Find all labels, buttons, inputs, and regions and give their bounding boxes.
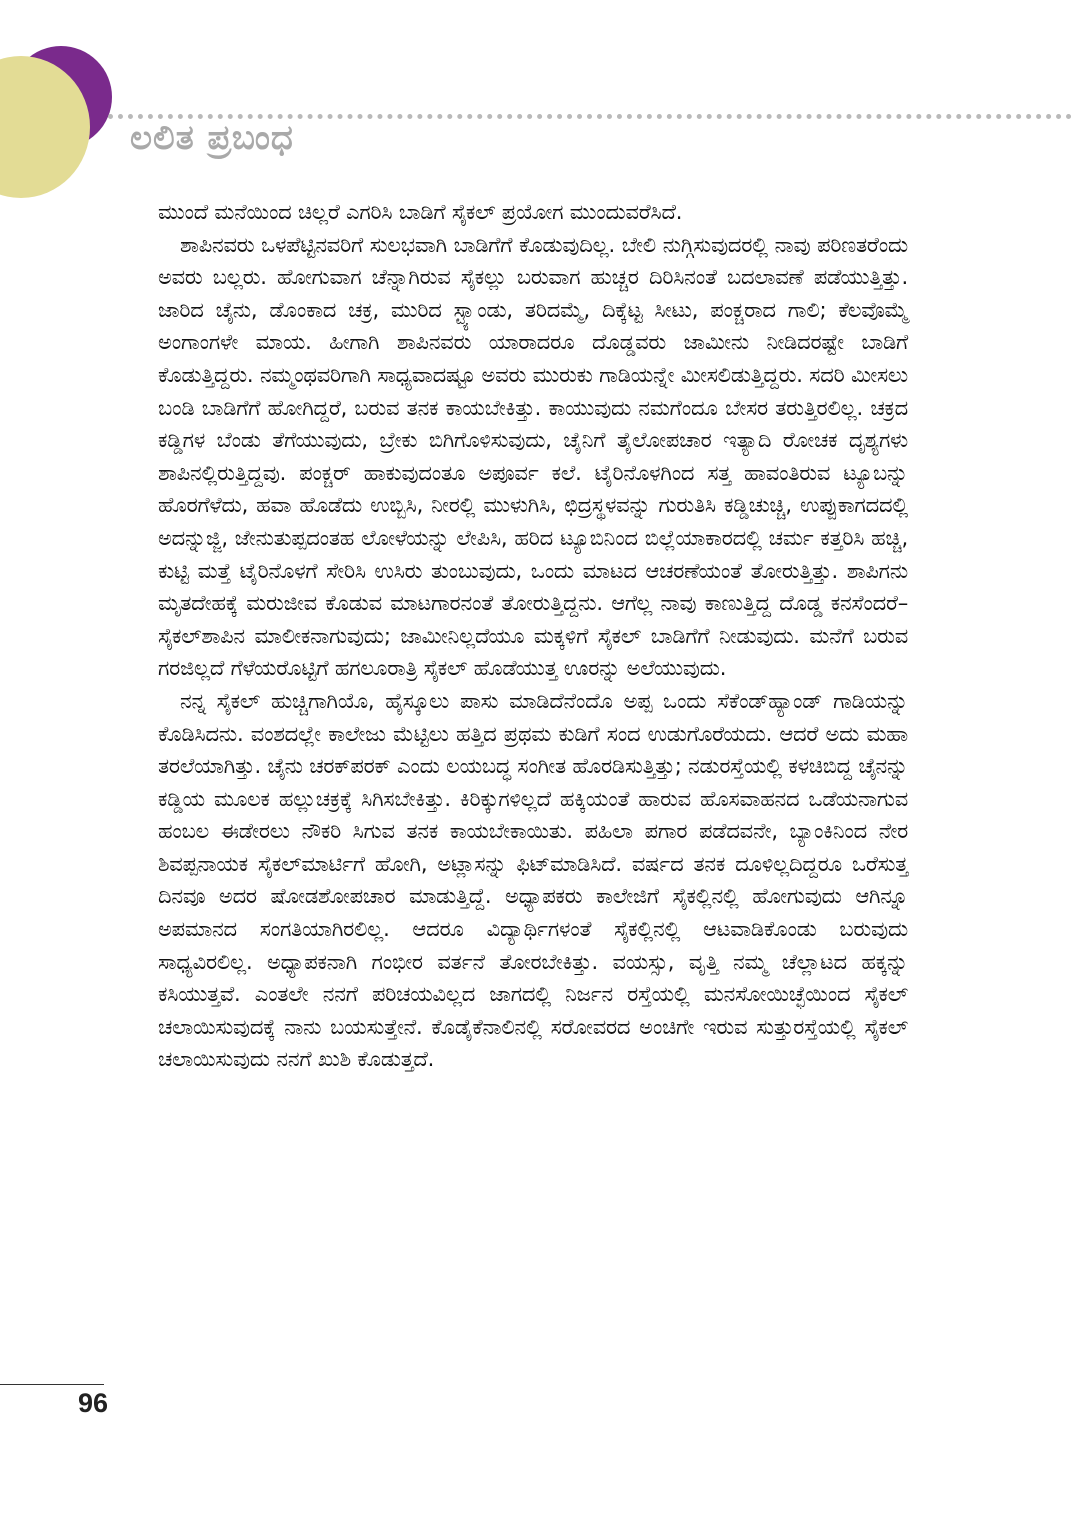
footer-rule [0,1384,104,1385]
page-number: 96 [78,1388,109,1418]
article-body [158,196,908,1076]
paragraph: ಶಾಪಿನವರು ಒಳಪೆಟ್ಟಿನವರಿಗೆ ಸುಲಭವಾಗಿ ಬಾಡಿಗೆಗೆ ಕೊಡುವುದಿಲ್ಲ. ಬೇಲಿ ನುಗ್ಗಿಸುವುದರಲ್ಲಿ ನಾವು ಪರಿಣತರೆಂದು ಅವರು ಬಲ್ಲರು. ಹೋಗುವಾಗ ಚೆನ್ನಾಗಿರುವ ಸೈಕಲ್ಲು ಬರುವಾಗ ಹುಚ್ಚರ ದಿರಿಸಿನಂತೆ ಬದಲಾವಣೆ ಪಡೆಯುತ್ತಿತ್ತು. ಜಾರಿದ ಚೈನು, ಡೊಂಕಾದ ಚಕ್ರ, ಮುರಿದ ಸ್ಟ್ಯಾಂಡು, ತರಿದಮ್ಮೆ, ದಿಕ್ಕೆಟ್ಟ ಸೀಟು, ಪಂಕ್ಚರಾದ ಗಾಲಿ; ಕೆಲವೊಮ್ಮೆ ಅಂಗಾಂಗಳೇ ಮಾಯ. ಹೀಗಾಗಿ ಶಾಪಿನವರು ಯಾರಾದರೂ ದೊಡ್ಡವರು ಜಾಮೀನು ನೀಡಿದರಷ್ಟೇ ಬಾಡಿಗೆ ಕೊಡುತ್ತಿದ್ದರು. ನಮ್ಮಂಥವರಿಗಾಗಿ ಸಾಧ್ಯವಾದಷ್ಟೂ ಅವರು ಮುರುಕು ಗಾಡಿಯನ್ನೇ ಮೀಸಲಿಡುತ್ತಿದ್ದರು. ಸದರಿ ಮೀಸಲು ಬಂಡಿ ಬಾಡಿಗೆಗೆ ಹೋಗಿದ್ದರೆ, ಬರುವ ತನಕ ಕಾಯಬೇಕಿತ್ತು. ಕಾಯುವುದು ನಮಗೆಂದೂ ಬೇಸರ ತರುತ್ತಿರಲಿಲ್ಲ. ಚಕ್ರದ ಕಡ್ಡಿಗಳ ಬೆಂಡು ತೆಗೆಯುವುದು, ಬ್ರೇಕು ಬಿಗಿಗೊಳಿಸುವುದು, ಚೈನಿಗೆ ತೈಲೋಪಚಾರ ಇತ್ಯಾದಿ ರೋಚಕ ದೃಶ್ಯಗಳು ಶಾಪಿನಲ್ಲಿರುತ್ತಿದ್ದವು. ಪಂಕ್ಚರ್ ಹಾಕುವುದಂತೂ ಅಪೂರ್ವ ಕಲೆ. ಟೈರಿನೊಳಗಿಂದ ಸತ್ತ ಹಾವಂತಿರುವ ಟ್ಯೂಬನ್ನು ಹೊರಗೆಳೆದು, ಹವಾ ಹೊಡೆದು ಉಬ್ಬಿಸಿ, ನೀರಲ್ಲಿ ಮುಳುಗಿಸಿ, ಛಿದ್ರಸ್ಥಳವನ್ನು ಗುರುತಿಸಿ ಕಡ್ಡಿಚುಚ್ಚಿ, ಉಪ್ಪುಕಾಗದದಲ್ಲಿ ಅದನ್ನುಜ್ಜಿ, ಜೇನುತುಪ್ಪದಂತಹ ಲೋಳೆಯನ್ನು ಲೇಪಿಸಿ, ಹರಿದ ಟ್ಯೂಬಿನಿಂದ ಬಿಲ್ಲೆಯಾಕಾರದಲ್ಲಿ ಚರ್ಮ ಕತ್ತರಿಸಿ ಹಚ್ಚಿ, ಕುಟ್ಟಿ ಮತ್ತೆ ಟೈರಿನೊಳಗೆ ಸೇರಿಸಿ ಉಸಿರು ತುಂಬುವುದು, ಒಂದು ಮಾಟದ ಆಚರಣೆಯಂತೆ ತೋರುತ್ತಿತ್ತು. ಶಾಪಿಗನು ಮೃತದೇಹಕ್ಕೆ ಮರುಜೀವ ಕೊಡುವ ಮಾಟಗಾರನಂತೆ ತೋರುತ್ತಿದ್ದನು. ಆಗೆಲ್ಲ ನಾವು ಕಾಣುತ್ತಿದ್ದ ದೊಡ್ಡ ಕನಸೆಂದರೆ– ಸೈಕಲ್‌ಶಾಪಿನ ಮಾಲೀಕನಾಗುವುದು; ಜಾಮೀನಿಲ್ಲದೆಯೂ ಮಕ್ಕಳಿಗೆ ಸೈಕಲ್ ಬಾಡಿಗೆಗೆ ನೀಡುವುದು. ಮನೆಗೆ ಬರುವ ಗರಜಿಲ್ಲದೆ ಗೆಳೆಯರೊಟ್ಟಿಗೆ ಹಗಲೂರಾತ್ರಿ ಸೈಕಲ್ ಹೊಡೆಯುತ್ತ ಊರನ್ನು ಅಲೆಯುವುದು. [158,232,908,681]
section-title: ಲಲಿತ ಪ್ರಬಂಧ [130,118,294,158]
paragraph: ಮುಂದೆ ಮನೆಯಿಂದ ಚಿಲ್ಲರೆ ಎಗರಿಸಿ ಬಾಡಿಗೆ ಸೈಕಲ್ ಪ್ರಯೋಗ ಮುಂದುವರೆಸಿದೆ. [158,200,683,224]
paragraph: ನನ್ನ ಸೈಕಲ್ ಹುಚ್ಚಿಗಾಗಿಯೊ, ಹೈಸ್ಕೂಲು ಪಾಸು ಮಾಡಿದೆನೆಂದೊ ಅಪ್ಪ ಒಂದು ಸೆಕೆಂಡ್‌ಹ್ಯಾಂಡ್ ಗಾಡಿಯನ್ನು ಕೊಡಿಸಿದನು. ವಂಶದಲ್ಲೇ ಕಾಲೇಜು ಮೆಟ್ಟಿಲು ಹತ್ತಿದ ಪ್ರಥಮ ಕುಡಿಗೆ ಸಂದ ಉಡುಗೊರೆಯದು. ಆದರೆ ಅದು ಮಹಾ ತರಲೆಯಾಗಿತ್ತು. ಚೈನು ಚರಕ್‌ಪರಕ್ ಎಂದು ಲಯಬದ್ಧ ಸಂಗೀತ ಹೊರಡಿಸುತ್ತಿತ್ತು; ನಡುರಸ್ತೆಯಲ್ಲಿ ಕಳಚಿಬಿದ್ದ ಚೈನನ್ನು ಕಡ್ಡಿಯ ಮೂಲಕ ಹಲ್ಲುಚಕ್ರಕ್ಕೆ ಸಿಗಿಸಬೇಕಿತ್ತು. ಕಿರಿಕ್ಕುಗಳಿಲ್ಲದೆ ಹಕ್ಕಿಯಂತೆ ಹಾರುವ ಹೊಸವಾಹನದ ಒಡೆಯನಾಗುವ ಹಂಬಲ ಈಡೇರಲು ನೌಕರಿ ಸಿಗುವ ತನಕ ಕಾಯಬೇಕಾಯಿತು. ಪಹಿಲಾ ಪಗಾರ ಪಡೆದವನೇ, ಬ್ಯಾಂಕಿನಿಂದ ನೇರ ಶಿವಪ್ಪನಾಯಕ ಸೈಕಲ್‌ಮಾರ್ಟಿಗೆ ಹೋಗಿ, ಅಟ್ಲಾಸನ್ನು ಫಿಟ್‌ಮಾಡಿಸಿದೆ. ವರ್ಷದ ತನಕ ದೂಳಿಲ್ಲದಿದ್ದರೂ ಒರೆಸುತ್ತ ದಿನವೂ ಅದರ ಷೋಡಶೋಪಚಾರ ಮಾಡುತ್ತಿದ್ದೆ. ಅಧ್ಯಾಪಕರು ಕಾಲೇಜಿಗೆ ಸೈಕಲ್ಲಿನಲ್ಲಿ ಹೋಗುವುದು ಆಗಿನ್ನೂ ಅಪಮಾನದ ಸಂಗತಿಯಾಗಿರಲಿಲ್ಲ. ಆದರೂ ವಿದ್ಯಾರ್ಥಿಗಳಂತೆ ಸೈಕಲ್ಲಿನಲ್ಲಿ ಆಟವಾಡಿಕೊಂಡು ಬರುವುದು ಸಾಧ್ಯವಿರಲಿಲ್ಲ. ಅಧ್ಯಾಪಕನಾಗಿ ಗಂಭೀರ ವರ್ತನೆ ತೋರಬೇಕಿತ್ತು. ವಯಸ್ಸು, ವೃತ್ತಿ ನಮ್ಮ ಚೆಲ್ಲಾಟದ ಹಕ್ಕನ್ನು ಕಸಿಯುತ್ತವೆ. ಎಂತಲೇ ನನಗೆ ಪರಿಚಯವಿಲ್ಲದ ಜಾಗದಲ್ಲಿ ನಿರ್ಜನ ರಸ್ತೆಯಲ್ಲಿ ಮನಸೋಯಿಚ್ಛೆಯಿಂದ ಸೈಕಲ್ ಚಲಾಯಿಸುವುದಕ್ಕೆ ನಾನು ಬಯಸುತ್ತೇನೆ. ಕೊಡೈಕೆನಾಲಿನಲ್ಲಿ ಸರೋವರದ ಅಂಚಿಗೇ ಇರುವ ಸುತ್ತುರಸ್ತೆಯಲ್ಲಿ ಸೈಕಲ್ ಚಲಾಯಿಸುವುದು ನನಗೆ ಖುಶಿ ಕೊಡುತ್ತದೆ. [158,688,908,1072]
